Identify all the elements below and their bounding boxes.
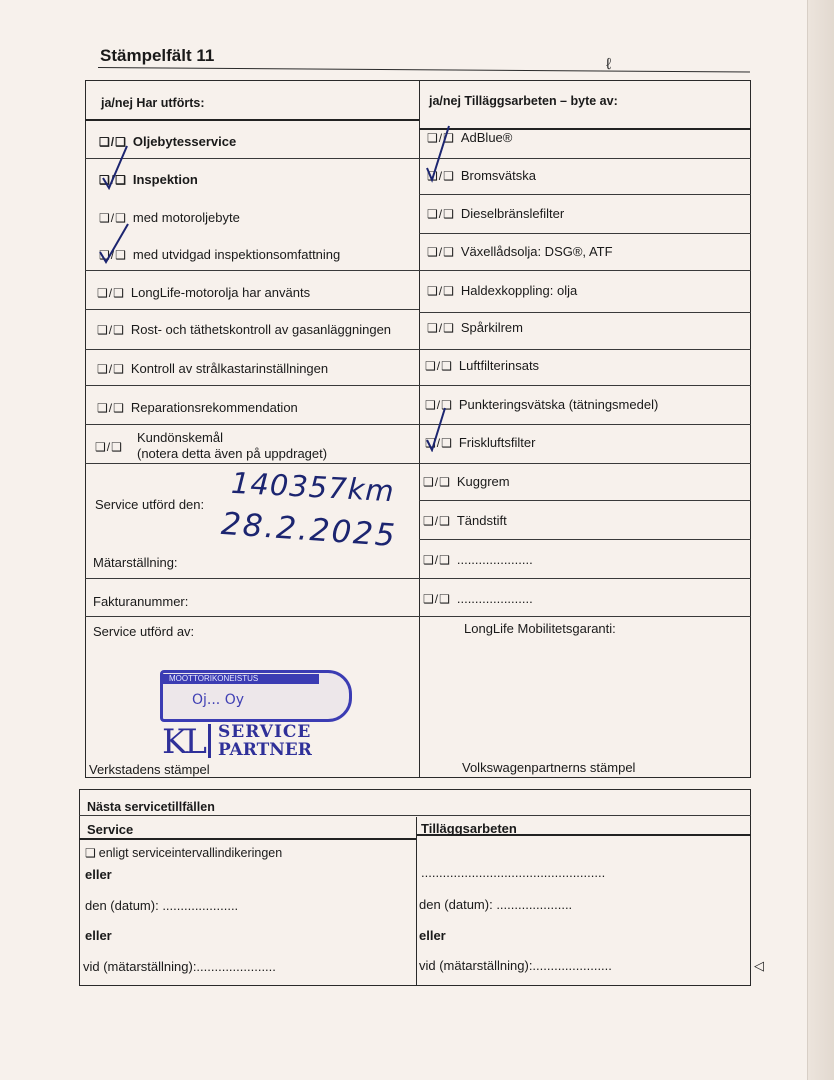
checkbox-icon[interactable]: ❑/❑: [427, 284, 455, 298]
handwritten-mileage: 140357km: [230, 465, 396, 509]
row-rule: [85, 119, 419, 121]
column-divider: [419, 80, 420, 778]
workshop-stamp-label: Verkstadens stämpel: [89, 762, 210, 777]
checkbox-icon[interactable]: ❑/❑: [427, 131, 455, 145]
checkmark-icon: [98, 222, 132, 264]
item-dieselbranslefilter[interactable]: ❑/❑ Dieselbränslefilter: [427, 206, 565, 221]
row-rule: [85, 385, 751, 386]
stamp-partner: PARTNER: [218, 740, 312, 760]
workshop-stamp: [160, 670, 350, 762]
row-rule: [79, 838, 416, 840]
row-rule: [85, 158, 751, 159]
checkbox-icon[interactable]: ❑/❑: [427, 207, 455, 221]
stamp-service: SERVICE: [218, 722, 312, 742]
item-rostkontroll[interactable]: ❑/❑ Rost- och täthetskontroll av gasanläggningen: [97, 322, 392, 337]
next-service-table: [79, 789, 751, 986]
item-oljebytesservice[interactable]: ❑/❑ Oljebytesservice: [99, 134, 237, 149]
page-edge: [807, 0, 834, 1080]
checkbox-icon[interactable]: ❑/❑: [99, 135, 127, 149]
item-punkteringsvatska[interactable]: ❑/❑ Punkteringsvätska (tätningsmedel): [425, 397, 659, 412]
page-title: Stämpelfält 11: [100, 46, 215, 65]
next-right-date-field[interactable]: den (datum): .....................: [419, 897, 573, 912]
interval-option[interactable]: ❑ enligt serviceintervallindikeringen: [85, 846, 283, 860]
next-table-frame: [79, 789, 751, 986]
item-sparkilrem[interactable]: ❑/❑ Spårkilrem: [427, 320, 523, 335]
item-longlife-olja[interactable]: ❑/❑ LongLife-motorolja har använts: [97, 285, 311, 300]
item-tandstift[interactable]: ❑/❑ Tändstift: [423, 513, 507, 528]
item-kuggrem[interactable]: ❑/❑ Kuggrem: [423, 474, 510, 489]
checkbox-icon[interactable]: ❑/❑: [97, 286, 125, 300]
next-date-field[interactable]: den (datum): .....................: [85, 898, 239, 913]
row-rule: [85, 270, 751, 271]
longlife-label: LongLife Mobilitetsgaranti:: [464, 621, 616, 636]
next-service-header: Nästa servicetillfällen: [87, 800, 215, 814]
row-rule: [85, 424, 751, 425]
item-reparationsrekommendation[interactable]: ❑/❑ Reparationsrekommendation: [97, 400, 298, 415]
next-service-col: Service: [87, 822, 134, 837]
checkbox-icon[interactable]: ❑/❑: [425, 359, 453, 373]
checkbox-icon[interactable]: ❑/❑: [99, 173, 127, 187]
checkbox-icon[interactable]: ❑/❑: [99, 211, 127, 225]
row-rule: [85, 463, 751, 464]
item-blank-2[interactable]: ❑/❑ .....................: [423, 591, 533, 606]
row-rule: [85, 616, 751, 617]
checkmark-icon: [101, 144, 131, 190]
item-bromsvatska[interactable]: ❑/❑ Bromsvätska: [427, 168, 536, 183]
triangle-left-icon: ◁: [754, 958, 764, 973]
right-column-header: ja/nej Tilläggsarbeten – byte av:: [429, 94, 618, 108]
next-odometer-field[interactable]: vid (mätarställning):......................: [83, 959, 276, 974]
item-friskluftsfilter[interactable]: ❑/❑ Friskluftsfilter: [425, 435, 536, 450]
checkbox-icon[interactable]: ❑/❑: [427, 245, 455, 259]
checkbox-icon[interactable]: ❑/❑: [423, 514, 451, 528]
left-column-header: ja/nej Har utförts:: [101, 96, 205, 110]
next-additional-col: Tilläggsarbeten: [421, 821, 517, 836]
item-luftfilterinsats[interactable]: ❑/❑ Luftfilterinsats: [425, 358, 540, 373]
next-right-odometer-field[interactable]: vid (mätarställning):......................: [419, 958, 612, 973]
checkbox-icon[interactable]: ❑: [85, 846, 97, 860]
eller-label: eller: [419, 928, 446, 943]
eller-label: eller: [85, 928, 112, 943]
item-haldexkoppling[interactable]: ❑/❑ Haldexkoppling: olja: [427, 283, 578, 298]
row-rule: [85, 309, 419, 310]
row-rule: [419, 233, 751, 234]
additional-work-field[interactable]: ...................................................: [421, 865, 606, 880]
checkmark-icon: [425, 406, 455, 452]
pen-mark: ℓ: [606, 56, 612, 73]
item-utvidgad-inspektion[interactable]: ❑/❑ med utvidgad inspektionsomfattning: [99, 247, 341, 262]
checkbox-icon[interactable]: ❑/❑: [97, 401, 125, 415]
invoice-label: Fakturanummer:: [93, 594, 189, 609]
stamp-divider: [208, 724, 211, 758]
eller-label: eller: [85, 867, 112, 882]
checkbox-icon[interactable]: ❑/❑: [427, 169, 455, 183]
stamp-kl-logo: KL: [162, 722, 204, 762]
row-rule: [419, 539, 751, 540]
kundonskemal-note: (notera detta även på uppdraget): [137, 446, 328, 461]
row-rule: [79, 815, 751, 816]
checkbox-icon[interactable]: ❑/❑: [425, 436, 453, 450]
odometer-label: Mätarställning:: [93, 555, 178, 570]
item-vaxelladsolja[interactable]: ❑/❑ Växellådsolja: DSG®, ATF: [427, 244, 613, 259]
row-rule: [419, 194, 751, 195]
checkbox-icon[interactable]: ❑/❑: [97, 323, 125, 337]
vw-stamp-label: Volkswagenpartnerns stämpel: [462, 760, 636, 775]
item-stralkastare[interactable]: ❑/❑ Kontroll av strålkastarinställningen: [97, 361, 329, 376]
service-by-label: Service utförd av:: [93, 624, 195, 639]
checkmark-icon: [425, 124, 455, 184]
item-blank-1[interactable]: ❑/❑ .....................: [423, 552, 533, 567]
checkbox-icon[interactable]: ❑/❑: [95, 440, 123, 454]
checkbox-icon[interactable]: ❑/❑: [423, 475, 451, 489]
checkbox-icon[interactable]: ❑/❑: [425, 398, 453, 412]
title-rule: [98, 67, 750, 73]
item-motoroljebyte[interactable]: ❑/❑ med motoroljebyte: [99, 210, 240, 225]
row-rule: [85, 578, 751, 579]
checkbox-icon[interactable]: ❑/❑: [423, 553, 451, 567]
item-kundonskemal[interactable]: [95, 439, 129, 455]
item-adblue[interactable]: ❑/❑ AdBlue®: [427, 130, 513, 145]
item-inspektion[interactable]: ❑/❑ Inspektion: [99, 172, 198, 187]
checkbox-icon[interactable]: ❑/❑: [427, 321, 455, 335]
checkbox-icon[interactable]: ❑/❑: [423, 592, 451, 606]
row-rule: [85, 349, 751, 350]
handwritten-date: 28.2.2025: [219, 505, 398, 555]
checkbox-icon[interactable]: ❑/❑: [97, 362, 125, 376]
stamp-band: MOOTTORIKONEISTUS: [163, 674, 319, 684]
row-rule: [419, 312, 751, 313]
kundonskemal-label: Kundönskemål: [137, 430, 223, 445]
service-date-label: Service utförd den:: [95, 497, 205, 512]
next-column-divider: [416, 817, 417, 986]
row-rule: [419, 500, 751, 501]
checkbox-icon[interactable]: ❑/❑: [99, 248, 127, 262]
stamp-company-name: Oj... Oy: [192, 692, 245, 708]
